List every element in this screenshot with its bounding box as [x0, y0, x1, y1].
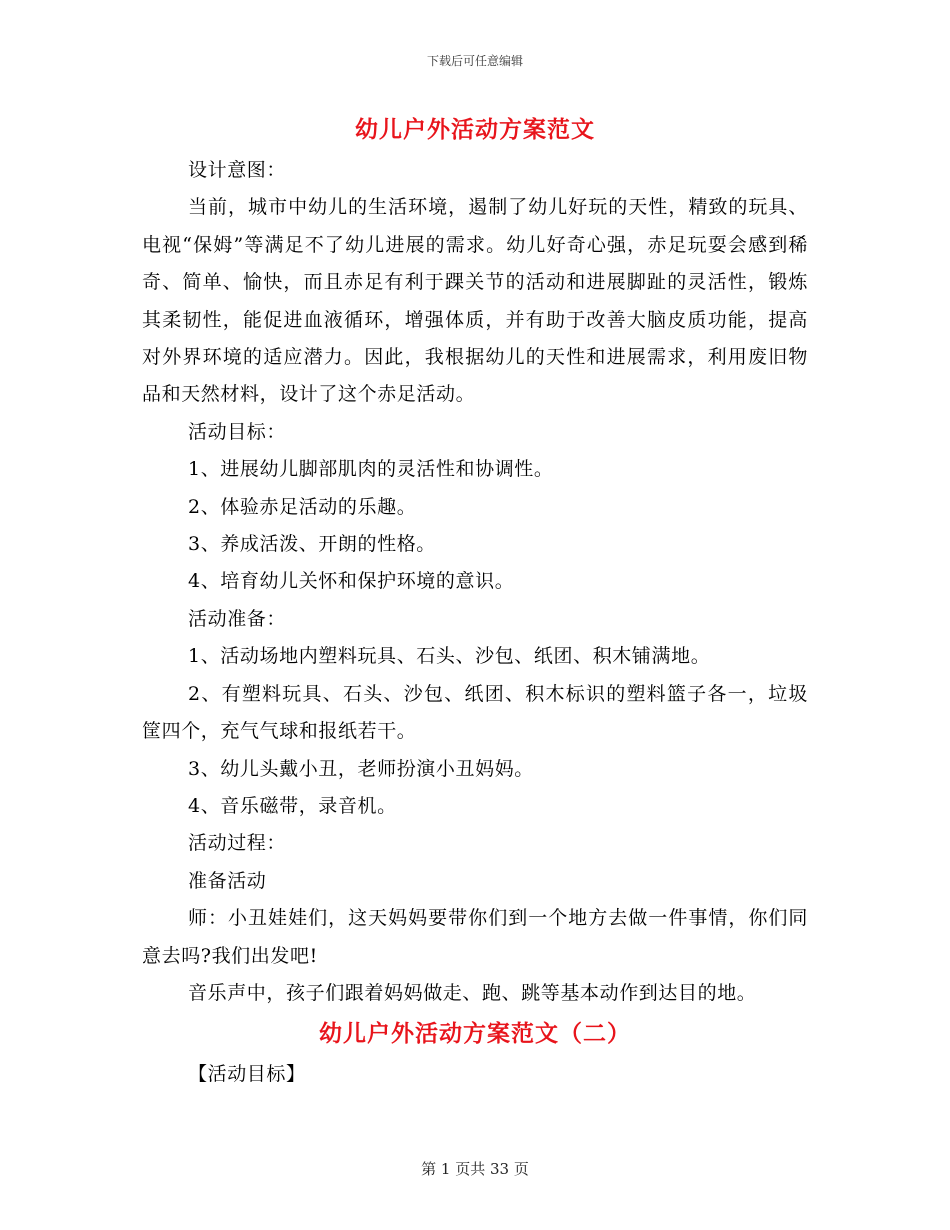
design-heading: 设计意图： — [188, 159, 287, 181]
prep-item-3: 3、幼儿头戴小丑，老师扮演小丑妈妈。 — [188, 757, 534, 780]
prep-item-1: 1、活动场地内塑料玩具、石头、沙包、纸团、积木铺满地。 — [188, 645, 711, 668]
teacher-dialogue: 师：小丑娃娃们，这天妈妈要带你们到一个地方去做一件事情，你们同意去吗?我们出发吧! — [142, 907, 808, 967]
prep-item-2: 2、有塑料玩具、石头、沙包、纸团、积木标识的塑料篮子各一，垃圾筐四个，充气气球和报纸若干。 — [142, 682, 808, 743]
prep-item-4: 4、音乐磁带，录音机。 — [188, 794, 397, 817]
goal-item-1: 1、进展幼儿脚部肌肉的灵活性和协调性。 — [188, 458, 554, 481]
document-title-2: 幼儿户外活动方案范文（二） — [319, 1020, 631, 1048]
goal-item-3: 3、养成活泼、开朗的性格。 — [188, 533, 436, 556]
design-paragraph: 当前，城市中幼儿的生活环境，遏制了幼儿好玩的天性，精致的玩具、电视“保姆”等满足不了幼儿进展的需求。幼儿好奇心强，赤足玩耍会感到稀奇、简单、愉快，而且赤足有利于踝关节的活动和进展脚趾的灵活性，锻炼其柔韧性，能促进血液循环，增强体质，并有助于改善大脑皮质功能，提高对外界环境的适应潜力。因此，我根据幼儿的天性和进展需求，利用废旧物品和天然材料，设计了这个赤足活动。 — [142, 196, 808, 406]
process-heading: 活动过程： — [188, 832, 287, 855]
prep-heading: 活动准备： — [188, 607, 287, 630]
page-header: 下载后可任意编辑 — [426, 54, 523, 68]
goals-heading: 活动目标： — [188, 420, 287, 443]
document-body — [142, 108, 808, 1094]
music-paragraph: 音乐声中，孩子们跟着妈妈做走、跑、跳等基本动作到达目的地。 — [188, 981, 757, 1004]
section2-goals-heading: 【活动目标】 — [188, 1063, 306, 1086]
goal-item-4: 4、培育幼儿关怀和保护环境的意识。 — [188, 570, 515, 593]
process-subheading: 准备活动 — [188, 869, 267, 892]
goal-item-2: 2、体验赤足活动的乐趣。 — [188, 495, 417, 518]
page-footer: 第 1 页共 33 页 — [421, 1160, 529, 1178]
document-title: 幼儿户外活动方案范文 — [355, 116, 595, 143]
